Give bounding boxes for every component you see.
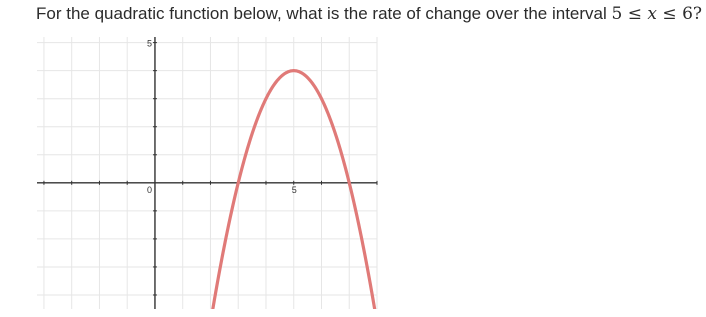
question-text: For the quadratic function below, what is the rate of change over the interval [36,4,607,23]
interval-variable: x [647,4,657,24]
interval-low: 5 [611,4,623,24]
tick-label-y-5: 5 [146,38,152,49]
interval-high: 6 [682,4,693,24]
tick-labels [147,39,297,195]
tick-label-origin: 0 [146,184,152,195]
interval-op-1: ≤ [627,4,642,24]
axes [37,37,377,309]
grid [37,37,377,309]
tick-label-x-5: 5 [291,184,297,195]
question-mark: ? [692,4,703,24]
interval-op-2: ≤ [662,4,677,24]
